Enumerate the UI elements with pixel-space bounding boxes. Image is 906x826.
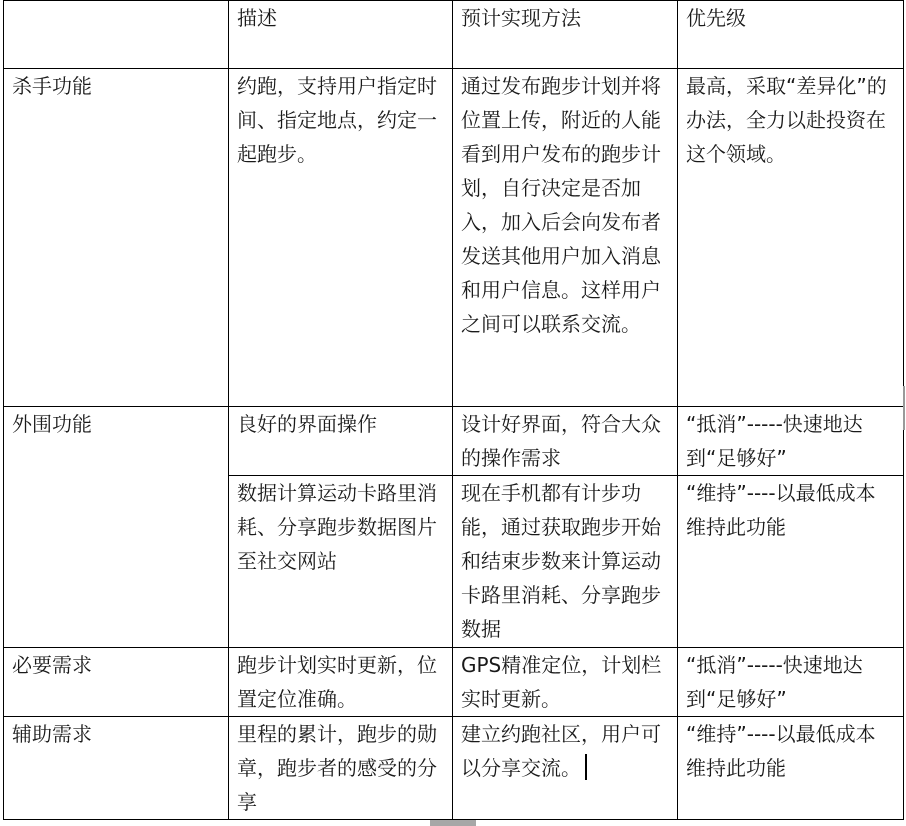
method-cell: 通过发布跑步计划并将位置上传，附近的人能看到用户发布的跑步计划，自行决定是否加入，加入后会向发布者发送其他用户加入消息和用户信息。这样用户之间可以联系交流。 [453, 69, 678, 407]
category-cell: 杀手功能 [4, 69, 229, 407]
description-cell: 跑步计划实时更新，位置定位准确。 [229, 648, 453, 717]
table-header-row [4, 1, 904, 69]
method-cell[interactable] [453, 717, 678, 820]
method-cell: 设计好界面，符合大众的操作需求 [453, 407, 678, 476]
priority-cell: “抵消”-----快速地达到“足够好” [678, 648, 904, 717]
table-row [4, 407, 904, 476]
table-row [4, 69, 904, 407]
header-cell-blank [4, 1, 229, 69]
description-cell: 约跑，支持用户指定时间、指定地点，约定一起跑步。 [229, 69, 453, 407]
header-cell-method: 预计实现方法 [453, 1, 678, 69]
priority-cell: “维持”----以最低成本维持此功能 [678, 717, 904, 820]
requirements-table [3, 0, 904, 820]
header-cell-priority: 优先级 [678, 1, 904, 69]
margin-change-bar [903, 386, 905, 430]
priority-cell: 最高，采取“差异化”的办法，全力以赴投资在这个领域。 [678, 69, 904, 407]
text-cursor [585, 754, 587, 780]
category-cell: 必要需求 [4, 648, 229, 717]
category-cell: 外围功能 [4, 407, 229, 648]
method-cell: 现在手机都有计步功能，通过获取跑步开始和结束步数来计算运动卡路里消耗、分享跑步数据 [453, 476, 678, 648]
page-boundary-marker [430, 820, 476, 826]
table-row [4, 648, 904, 717]
priority-cell: “抵消”-----快速地达到“足够好” [678, 407, 904, 476]
category-cell: 辅助需求 [4, 717, 229, 820]
description-cell: 良好的界面操作 [229, 407, 453, 476]
table-row [4, 717, 904, 820]
header-cell-description: 描述 [229, 1, 453, 69]
description-cell: 数据计算运动卡路里消耗、分享跑步数据图片至社交网站 [229, 476, 453, 648]
description-cell: 里程的累计，跑步的勋章，跑步者的感受的分享 [229, 717, 453, 820]
priority-cell: “维持”----以最低成本维持此功能 [678, 476, 904, 648]
method-text: 建立约跑社区，用户可以分享交流。 [461, 722, 661, 780]
method-cell: GPS精准定位，计划栏实时更新。 [453, 648, 678, 717]
